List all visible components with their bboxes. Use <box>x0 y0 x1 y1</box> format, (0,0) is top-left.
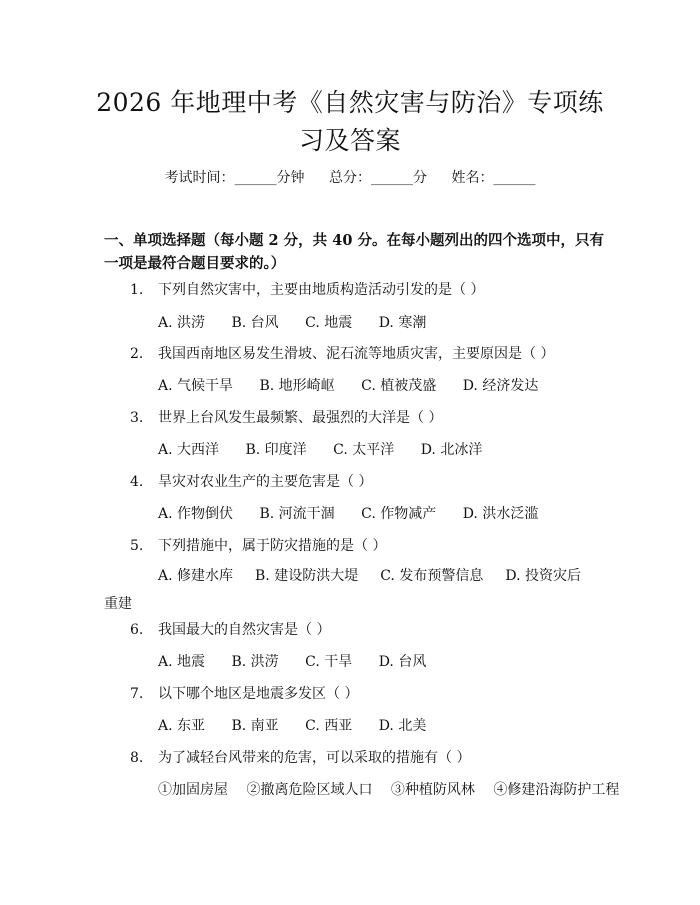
question-number: 2. <box>130 346 144 362</box>
exam-meta <box>0 168 700 188</box>
question-stem: 世界上台风发生最频繁、最强烈的大洋是（ ） <box>158 410 443 426</box>
option-d-continued: 重建 <box>104 596 132 612</box>
title-line-1: 2026 年地理中考《自然灾害与防治》专项练 <box>96 88 604 117</box>
question-8-items <box>158 780 619 800</box>
question-5 <box>130 536 386 556</box>
title-line-2: 习及答案 <box>298 126 401 155</box>
question-number: 4. <box>130 474 144 490</box>
option-a: A. 洪涝 <box>158 315 206 331</box>
section-heading: 一、单项选择题（每小题 2 分，共 40 分。在每小题列出的四个选项中，只有一项是最符合题目要求的。） <box>104 232 604 272</box>
question-stem: 下列自然灾害中，主要由地质构造活动引发的是（ ） <box>158 282 485 298</box>
exam-time-field: 考试时间：______分钟 <box>164 170 305 186</box>
option-d: D. 北冰洋 <box>420 442 483 458</box>
option-c: C. 太平洋 <box>333 442 395 458</box>
question-2 <box>130 344 554 364</box>
question-4 <box>130 472 372 492</box>
option-a: A. 东亚 <box>158 718 206 734</box>
statement-2: ②撤离危险区域人口 <box>246 782 373 798</box>
name-field: 姓名：______ <box>451 170 536 186</box>
question-7-options <box>158 716 448 736</box>
option-d: D. 北美 <box>378 718 427 734</box>
statement-1: ①加固房屋 <box>158 782 228 798</box>
question-number: 7. <box>130 686 144 702</box>
option-c: C. 地震 <box>305 315 353 331</box>
option-b: B. 地形崎岖 <box>259 378 335 394</box>
option-b: B. 河流干涸 <box>259 506 335 522</box>
question-6 <box>130 620 330 640</box>
question-1 <box>130 280 484 300</box>
option-b: B. 台风 <box>231 315 279 331</box>
option-b: B. 建设防洪大堤 <box>255 568 359 584</box>
option-d: D. 投资灾后 <box>505 568 581 584</box>
option-c: C. 干旱 <box>305 654 353 670</box>
page-title <box>60 84 640 160</box>
option-c: C. 作物减产 <box>361 506 437 522</box>
option-c: C. 西亚 <box>305 718 353 734</box>
question-8 <box>130 748 470 768</box>
question-1-options <box>158 313 448 333</box>
option-a: A. 大西洋 <box>158 442 220 458</box>
question-stem: 旱灾对农业生产的主要危害是（ ） <box>158 474 373 490</box>
question-4-options <box>158 504 560 524</box>
option-c: C. 植被茂盛 <box>361 378 437 394</box>
option-d: D. 经济发达 <box>462 378 539 394</box>
question-number: 6. <box>130 622 144 638</box>
question-number: 8. <box>130 750 144 766</box>
total-score-field: 总分：______分 <box>329 170 427 186</box>
question-stem: 下列措施中，属于防灾措施的是（ ） <box>158 538 387 554</box>
statement-4: ④修建沿海防护工程 <box>493 782 620 798</box>
option-a: A. 作物倒伏 <box>158 506 234 522</box>
option-c: C. 发布预警信息 <box>380 568 484 584</box>
question-6-options <box>158 652 448 672</box>
option-d: D. 洪水泛滥 <box>462 506 539 522</box>
question-3 <box>130 408 442 428</box>
option-a: A. 修建水库 <box>158 568 234 584</box>
question-stem: 以下哪个地区是地震多发区（ ） <box>158 686 359 702</box>
question-2-options <box>158 376 560 396</box>
option-b: B. 洪涝 <box>231 654 279 670</box>
option-a: A. 气候干旱 <box>158 378 234 394</box>
question-stem: 我国西南地区易发生滑坡、泥石流等地质灾害，主要原因是（ ） <box>158 346 555 362</box>
option-d: D. 寒潮 <box>378 315 427 331</box>
option-b: B. 印度洋 <box>245 442 307 458</box>
option-b: B. 南亚 <box>231 718 279 734</box>
option-a: A. 地震 <box>158 654 206 670</box>
question-5-options <box>104 562 604 618</box>
question-stem: 为了减轻台风带来的危害，可以采取的措施有（ ） <box>158 750 471 766</box>
question-number: 1. <box>130 282 144 298</box>
question-number: 5. <box>130 538 144 554</box>
question-stem: 我国最大的自然灾害是（ ） <box>158 622 331 638</box>
statement-3: ③种植防风林 <box>390 782 475 798</box>
question-7 <box>130 684 358 704</box>
question-number: 3. <box>130 410 144 426</box>
option-d: D. 台风 <box>378 654 427 670</box>
question-3-options <box>158 440 504 460</box>
